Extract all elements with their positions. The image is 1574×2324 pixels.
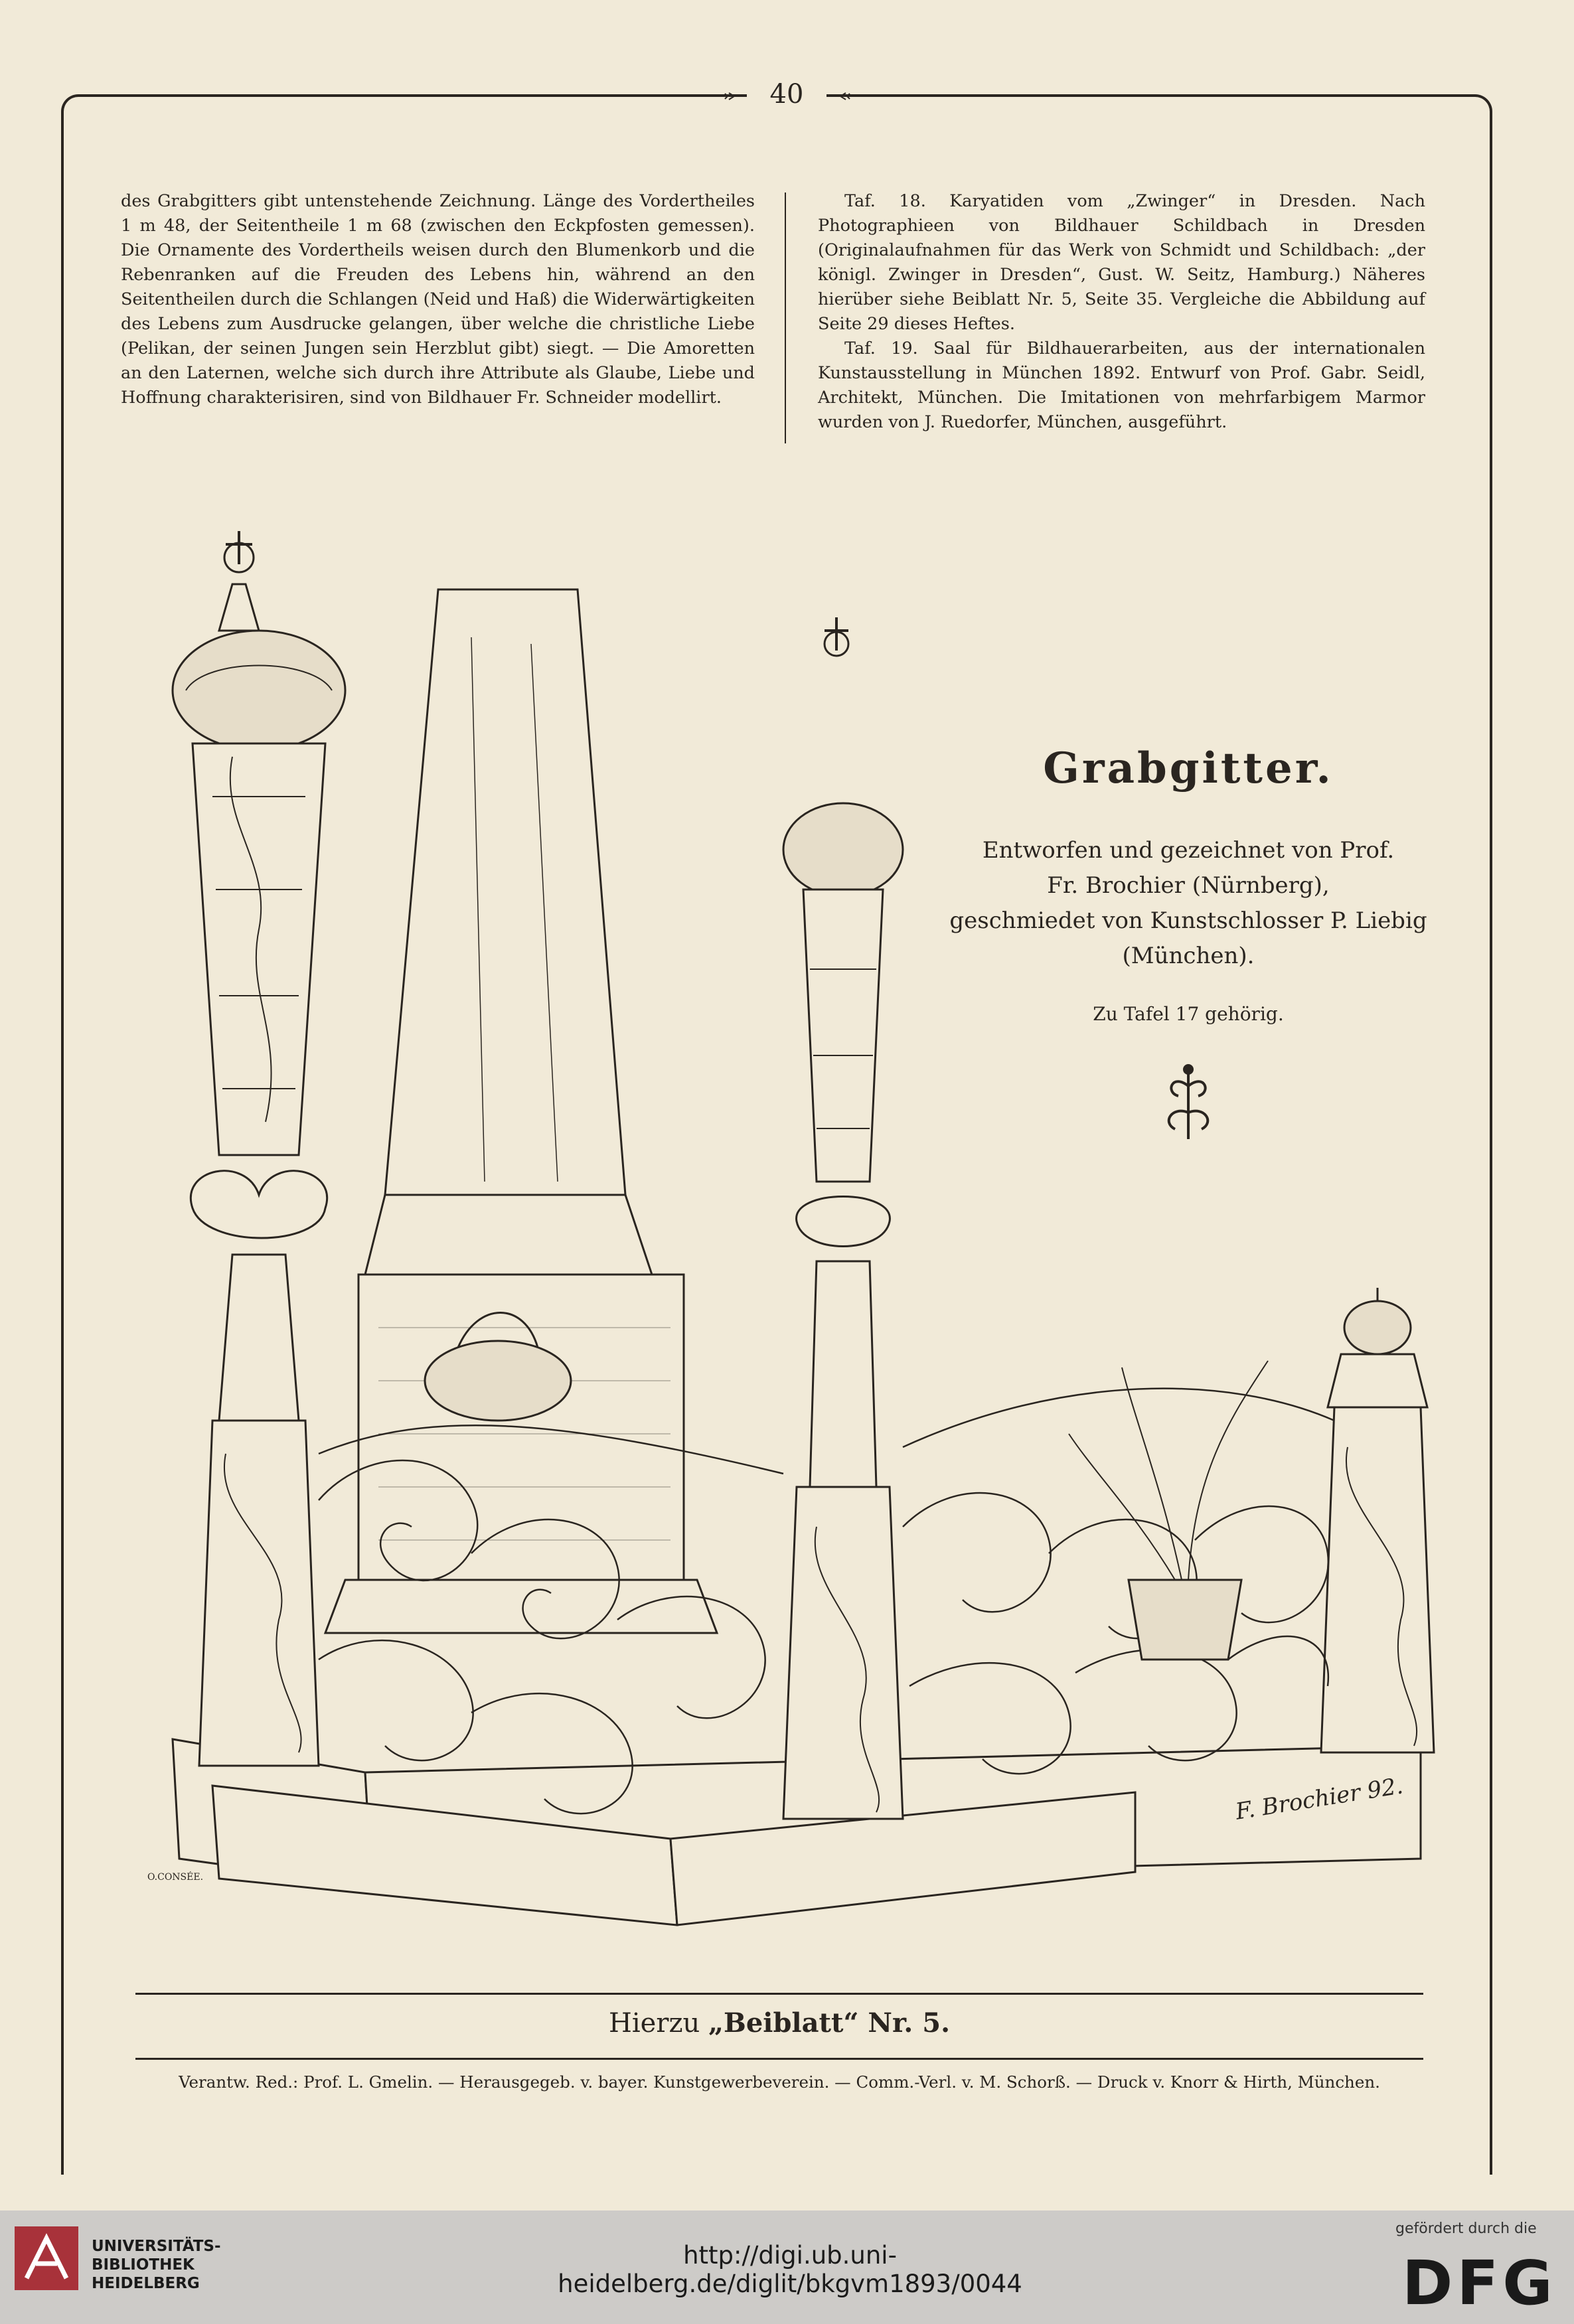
artist-signature: F. Brochier 92. [1233,1772,1405,1825]
text-column-right [818,189,1425,435]
fleuron-ornament [1158,1059,1218,1146]
caption-title: Grabgitter. [1043,743,1334,793]
beiblatt-name: „Beiblatt“ Nr. 5. [708,2007,951,2039]
caption-tafel-note: Zu Tafel 17 gehörig. [1093,1003,1284,1025]
university-library-name [92,2237,221,2293]
university-library-logo [15,2226,78,2290]
lantern-post-center [783,617,903,1819]
beiblatt-prefix: Hierzu [608,2008,700,2039]
library-line: BIBLIOTHEK [92,2256,195,2274]
caption-line-3: geschmiedet von Kunstschlosser P. Liebig [949,907,1427,934]
rule-bottom [135,2058,1423,2060]
column-divider [785,193,786,443]
dfg-logo: DFG [1402,2248,1557,2319]
caption-line-4: (München). [1122,943,1255,969]
body-paragraph: des Grabgitters gibt untenstehende Zeichnung. Länge des Vordertheiles 1 m 48, der Seitentheile 1 m 68 (zwischen den Eckpfosten gemessen). Die Ornamente des Vordertheils weisen durch den Blumenkorb und die Rebenranken auf die Freuden des Lebens hin, während an den Seitentheilen durch die Schlangen (Neid und Haß) die Widerwärtigkeiten des Lebens zum Ausdrucke gelangen, über welche die christliche Liebe (Pelikan, der seinen Jungen sein Herzblut gibt) siegt. — Die Amoretten an den Laternen, welche sich durch ihre Attribute als Glaube, Liebe und Hoffnung charakterisiren, sind von Bildhauer Fr. Schneider modellirt. [121,191,755,408]
digitization-url-link[interactable]: http://digi.ub.uni-heidelberg.de/diglit/bkgvm1893/0044 [558,2241,1022,2298]
engraver-mark: O.CONSÉE. [147,1872,204,1883]
lantern-post-left [173,531,345,1766]
library-line: HEIDELBERG [92,2275,200,2292]
text-column-left [121,189,755,410]
grave-railing-engraving [100,491,1480,1945]
figure-caption [949,743,1427,1146]
flower-basket [1069,1361,1268,1660]
page-number-ornament-right [839,92,860,101]
obelisk [325,589,717,1633]
library-line: UNIVERSITÄTS- [92,2238,221,2255]
page-number: 40 [747,74,826,114]
corner-post-right [1321,1288,1434,1752]
beiblatt-notice [135,2007,1423,2039]
rule-top [135,1993,1423,1995]
caption-line-2: Fr. Brochier (Nürnberg), [1047,872,1330,899]
funding-note: gefördert durch die [1395,2220,1537,2237]
page-number-ornament-left [714,92,736,101]
imprint-line: Verantw. Red.: Prof. L. Gmelin. — Herausgegeb. v. bayer. Kunstgewerbeverein. — Comm.-Verl. v. M. Schorß. — Druck v. Knorr & Hirth, München. [179,2072,1380,2092]
body-paragraph-taf18: Taf. 18. Karyatiden vom „Zwinger“ in Dresden. Nach Photographieen von Bildhauer Schildbach in Dresden (Originalaufnahmen für das Werk von Schmidt und Schildbach: „der königl. Zwinger in Dresden“, Gust. W. Seitz, Hamburg.) Näheres hierüber siehe Beiblatt Nr. 5, Seite 35. Vergleiche die Abbildung auf Seite 29 dieses Heftes. [818,191,1425,334]
caption-line-1: Entworfen und gezeichnet von Prof. [982,837,1395,864]
body-paragraph-taf19: Taf. 19. Saal für Bildhauerarbeiten, aus der internationalen Kunstausstellung in München 1892. Entwurf von Prof. Gabr. Seidl, Architekt, München. Die Imitationen von mehrfarbigem Marmor wurden von J. Ruedorfer, München, ausgeführt. [818,339,1425,432]
